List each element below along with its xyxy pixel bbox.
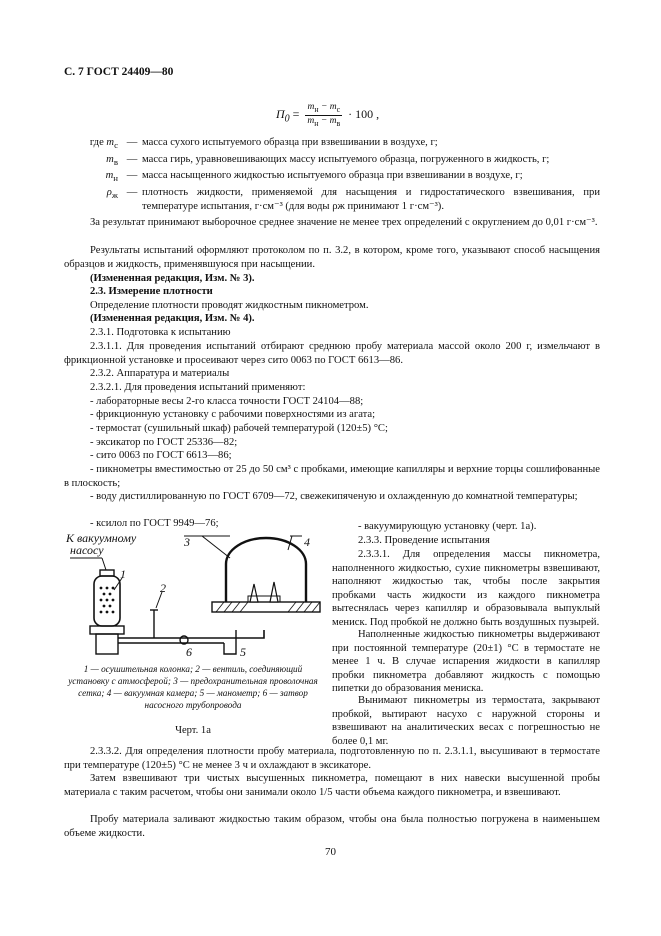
paragraph: Результаты испытаний оформляют протоколом по п. 3.2, в котором, кроме того, указывают способ насыщения образцов и жидкость, применявшуюся при насыщении. [64, 245, 600, 270]
paragraph: Вынимают пикнометры из термостата, закрывают пробкой, вытирают насухо с наружной стороны и взвешивают на аналитических весах с погрешностью не более 0,1 мг. [332, 695, 600, 747]
paragraph: 2.3.1.1. Для проведения испытаний отбирают среднюю пробу материала массой около 200 г, измельчают в фрикционной установке и просеивают через сито 0063 по ГОСТ 6613—86. [64, 341, 600, 366]
page-number: 70 [325, 846, 336, 858]
subsection-heading: 2.3.2. Аппаратура и материалы [90, 368, 230, 379]
paragraph: Пробу материала заливают жидкостью таким образом, чтобы она была полностью погружена в наименьшем объеме жидкости. [64, 814, 600, 839]
figure-title: Черт. 1а [175, 725, 211, 736]
list-item: - термостат (сушильный шкаф) рабочей температурой (120±5) °С; [90, 423, 388, 434]
definition-row: $\rho_ж$ — плотность жидкости, применяемой для насыщения и гидростатического взвешивания, при температуре испытания, г·см⁻³ (для воды ρж принимают 1 г·см⁻³). [106, 187, 600, 212]
paragraph: 2.3.3.2. Для определения плотности пробу материала, подготовленную по п. 2.3.1.1, высушивают в термостате при температуре (120±5) °С не менее 3 ч и охлаждают в эксикаторе. [64, 746, 600, 771]
vacuum-apparatus-diagram [64, 530, 322, 660]
figure-caption: 1 — осушительная колонка; 2 — вентиль, соединяющий установку с атмосферой; 3 — предохранительная проволочная сетка; 4 — вакуумная камера; 5 — манометр; 6 — затвор насосного трубопровода [68, 664, 318, 710]
paragraph: 2.3.2.1. Для проведения испытаний применяют: [90, 382, 306, 393]
amendment-note: (Измененная редакция, Изм. № 4). [90, 313, 255, 324]
list-item: - ксилол по ГОСТ 9949—76; [90, 518, 219, 529]
label-4: 4 [304, 535, 310, 549]
amendment-note: (Измененная редакция, Изм. № 3). [90, 273, 255, 284]
definition-row: где $m_с$ — масса сухого испытуемого образца при взвешивании в воздухе, г; [89, 137, 438, 151]
label-1: 1 [120, 567, 126, 581]
subsection-heading: 2.3.1. Подготовка к испытанию [90, 327, 231, 338]
list-item: - воду дистиллированную по ГОСТ 6709—72, свежекипяченую и охлажденную до комнатной температуры; [90, 491, 578, 502]
section-heading: 2.3. Измерение плотности [90, 286, 213, 297]
label-3: 3 [184, 535, 190, 549]
label-2: 2 [160, 581, 166, 595]
paragraph: За результат принимают выборочное среднее значение не менее трех определений с округлением до 0,01 г·см⁻³. [90, 217, 598, 228]
vacuum-chamber [226, 538, 306, 602]
label-5: 5 [240, 645, 246, 659]
label-6: 6 [186, 645, 192, 659]
pump-label: насосу [70, 543, 104, 557]
formula: $П_0$ = $\frac{m_н - m_с}{m_н - m_в}$ · 100 , [276, 102, 380, 128]
definition-row: $m_н$ — масса насыщенного жидкостью испытуемого образца при взвешивании в воздухе, г; [105, 170, 523, 184]
list-item: - вакуумирующую установку (черт. 1а). [358, 521, 537, 532]
list-item: - сито 0063 по ГОСТ 6613—86; [90, 450, 232, 461]
paragraph: Наполненные жидкостью пикнометры выдерживают при постоянной температуре (20±1) °С в термостате не менее 1 ч. В случае испарения жидкости в капилляр пробки пикнометра добавляют жидкость с помощью пипетки до образования мениска. [332, 629, 600, 695]
subsection-heading: 2.3.3. Проведение испытания [358, 535, 490, 546]
list-item: - пикнометры вместимостью от 25 до 50 см³ с пробками, имеющие капилляры и верхние торцы сошлифованные в плоскость; [64, 464, 600, 489]
definition-list [64, 136, 600, 213]
manometer [224, 630, 236, 654]
list-item: - фрикционную установку с рабочими поверхностями из агата; [90, 409, 376, 420]
page-header: С. 7 ГОСТ 24409—80 [64, 66, 174, 78]
paragraph: Определение плотности проводят жидкостным пикнометром. [90, 300, 369, 311]
paragraph: Затем взвешивают три чистых высушенных пикнометра, помещают в них навески высушенной пробы материала с таким расчетом, чтобы они занимали около 1/5 части объема каждого пикнометра, и взвешивают. [64, 773, 600, 798]
definition-row: $m_в$ — масса гирь, уравновешивающих массу испытуемого образца, погруженного в жидкость, г; [106, 153, 550, 167]
pump-label: К вакуумному [66, 531, 137, 545]
paragraph: 2.3.3.1. Для определения массы пикнометра, наполненного жидкостью, сухие пикнометры взвешивают, наполняют жидкостью так, чтобы после закрытия пробками часть жидкости из каждого пикнометра вытеснялась через капилляр и образовывала выпуклый мениск. Под пробкой не должно быть воздушных пузырей. [332, 549, 600, 628]
list-item: - эксикатор по ГОСТ 25336—82; [90, 437, 238, 448]
list-item: - лабораторные весы 2-го класса точности ГОСТ 24104—88; [90, 396, 364, 407]
